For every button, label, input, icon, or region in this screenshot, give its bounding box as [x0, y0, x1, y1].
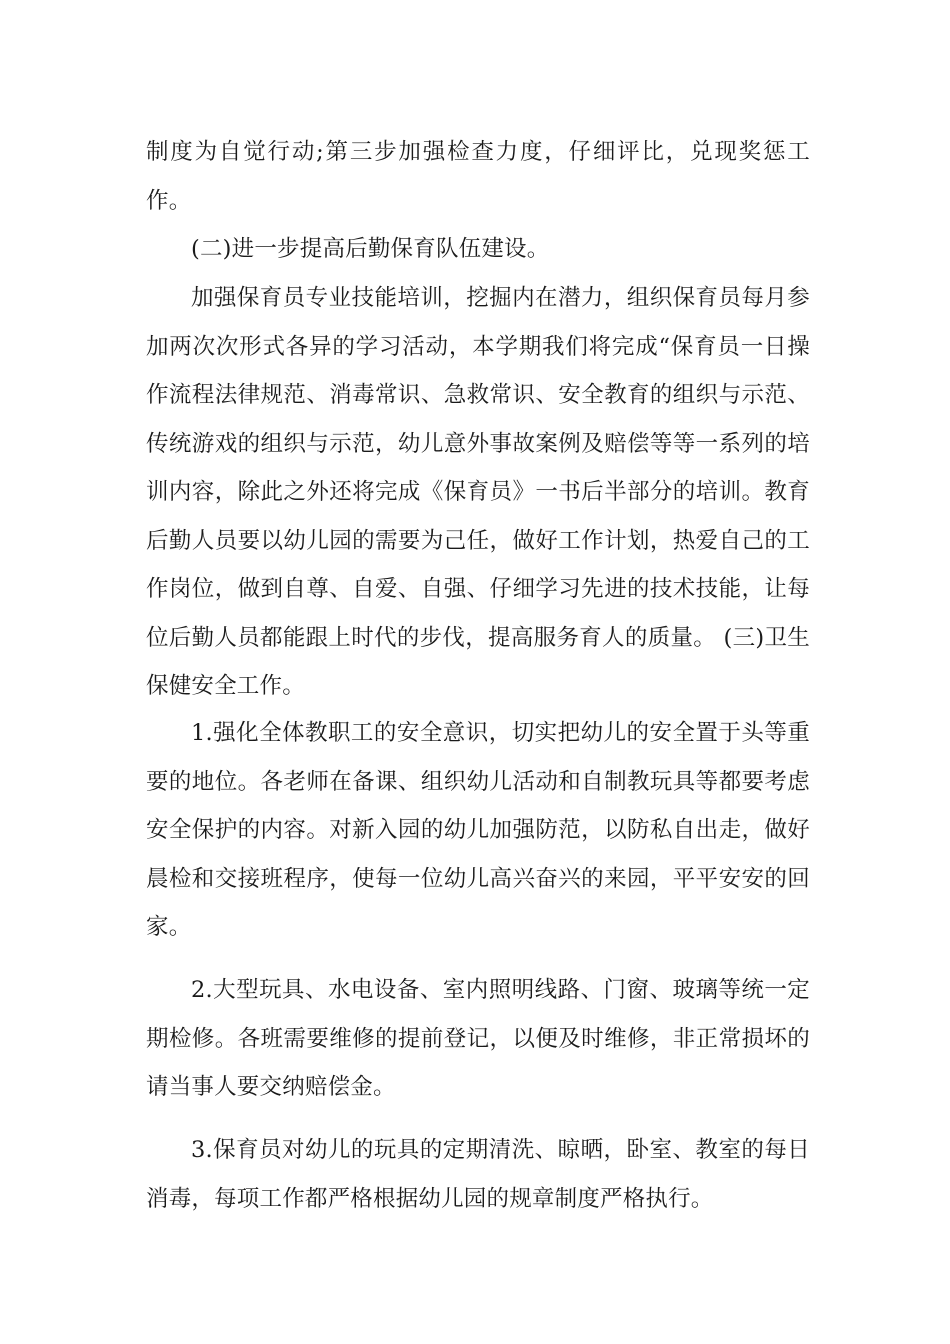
section-heading-team-building: (二)进一步提高后勤保育队伍建设。: [191, 236, 550, 262]
paragraph-disinfection: 3.保育员对幼儿的玩具的定期清洗、晾晒，卧室、教室的每日消毒，每项工作都严格根据幼儿园的规章制度严格执行。: [146, 1137, 810, 1212]
paragraph-continuation: 制度为自觉行动;第三步加强检查力度，仔细评比，兑现奖惩工作。: [146, 139, 810, 214]
paragraph-training: 加强保育员专业技能培训，挖掘内在潜力，组织保育员每月参加两次次形式各异的学习活动，本学期我们将完成“保育员一日操作流程法律规范、消毒常识、急救常识、安全教育的组织与示范、传统游戏的组织与示范，幼儿意外事故案例及赔偿等等一系列的培训内容，除此之外还将完成《保育员》一书后半部分的培训。教育后勤人员要以幼儿园的需要为己任，做好工作计划，热爱自己的工作岗位，做到自尊、自爱、自强、仔细学习先进的技术技能，让每位后勤人员都能跟上时代的步伐，提高服务育人的质量。 (三)卫生保健安全工作。: [146, 285, 810, 699]
paragraph-safety-awareness: 1.强化全体教职工的安全意识，切实把幼儿的安全置于头等重要的地位。各老师在备课、组织幼儿活动和自制教玩具等都要考虑安全保护的内容。对新入园的幼儿加强防范，以防私自出走，做好晨检和交接班程序，使每一位幼儿高兴奋兴的来园，平平安安的回家。: [146, 720, 810, 940]
paragraph-equipment-maintenance: 2.大型玩具、水电设备、室内照明线路、门窗、玻璃等统一定期检修。各班需要维修的提前登记，以便及时维修，非正常损坏的请当事人要交纳赔偿金。: [146, 977, 810, 1100]
